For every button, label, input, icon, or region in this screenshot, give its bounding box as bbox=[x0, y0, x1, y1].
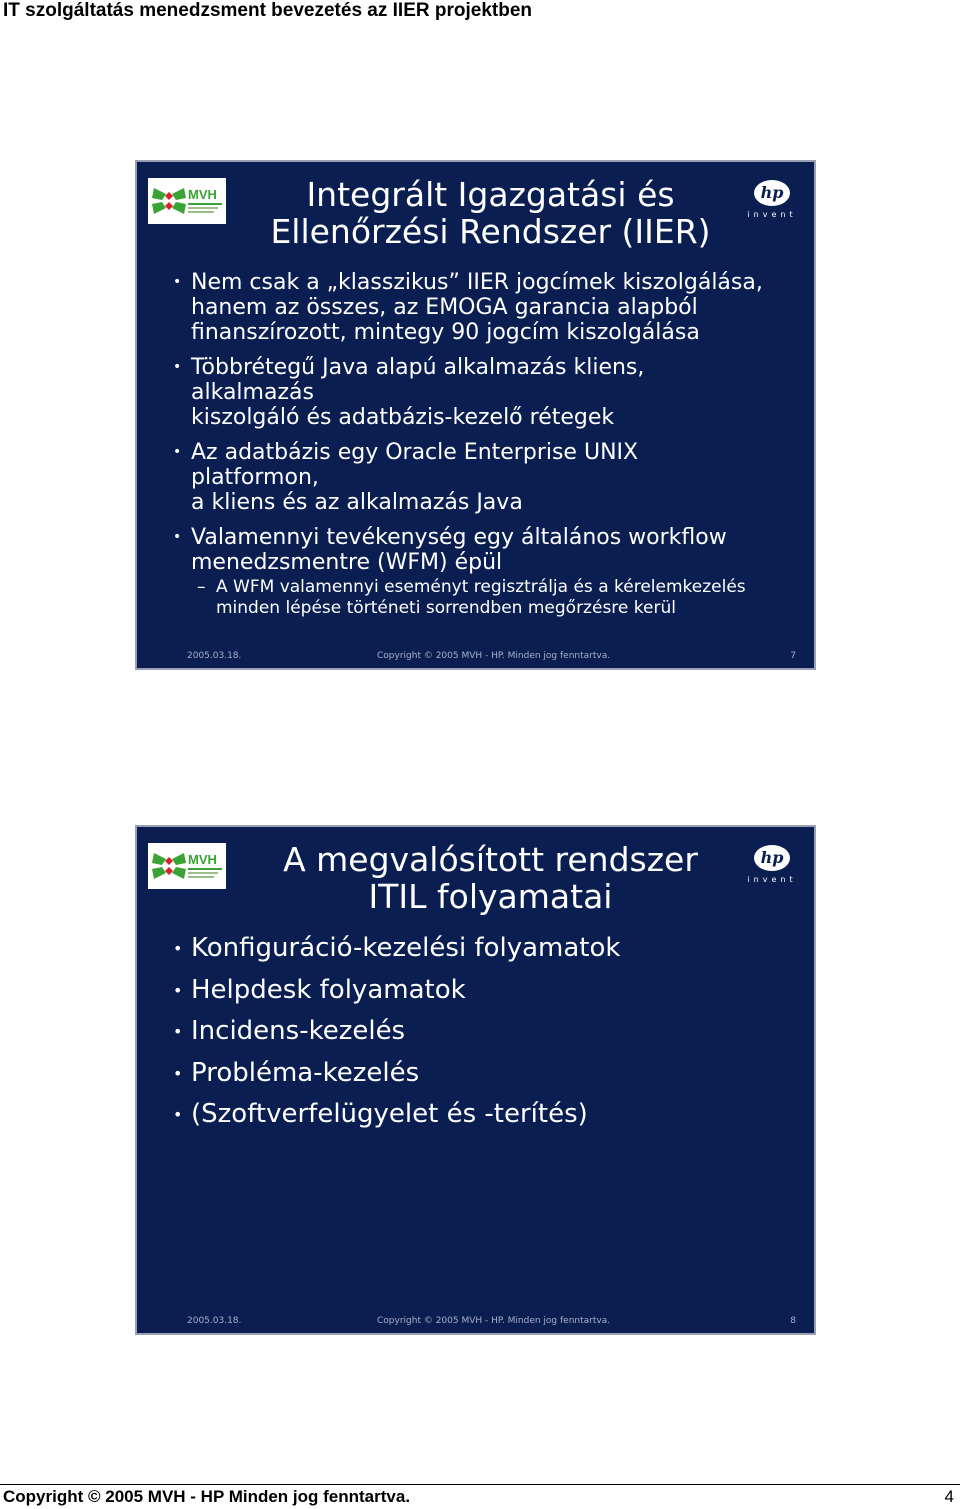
bullet-item: • Konfiguráció-kezelési folyamatok bbox=[173, 932, 764, 965]
bullet-item: • Nem csak a „klasszikus” IIER jogcímek kiszolgálása, hanem az összes, az EMOGA garancia alapból finanszírozott, mintegy 90 jogcím kiszolgálása bbox=[173, 270, 764, 345]
bullet-item: • Helpdesk folyamatok bbox=[173, 974, 764, 1007]
bullet-item: • Az adatbázis egy Oracle Enterprise UNIX platformon, a kliens és az alkalmazás Java bbox=[173, 440, 764, 515]
svg-text:MVH: MVH bbox=[188, 852, 217, 867]
bullet-item: • (Szoftverfelügyelet és -terítés) bbox=[173, 1098, 764, 1131]
slide-title: Integrált Igazgatási és Ellenőrzési Rendszer (IIER) bbox=[270, 175, 711, 251]
hp-invent-logo bbox=[746, 845, 798, 889]
slide-copyright: Copyright © 2005 MVH - HP. Minden jog fenntartva. bbox=[377, 1316, 611, 1326]
mvh-logo bbox=[148, 178, 226, 224]
slide-copyright: Copyright © 2005 MVH - HP. Minden jog fenntartva. bbox=[377, 651, 611, 661]
slide-7 bbox=[135, 160, 816, 670]
slide-date: 2005.03.18. bbox=[187, 1316, 242, 1326]
page-footer: Copyright © 2005 MVH - HP Minden jog fenntartva. bbox=[3, 1487, 411, 1506]
bullet-list bbox=[173, 932, 764, 1140]
bullet-item: • Többrétegű Java alapú alkalmazás kliens, alkalmazás kiszolgáló és adatbázis-kezelő rétegek bbox=[173, 355, 764, 430]
bullet-item: • Valamennyi tevékenység egy általános workflow menedzsmentre (WFM) épül bbox=[173, 525, 764, 575]
footer-divider bbox=[0, 1484, 960, 1485]
mvh-logo bbox=[148, 843, 226, 889]
slide-number: 7 bbox=[790, 651, 796, 661]
slide-title: A megvalósított rendszer ITIL folyamatai bbox=[283, 840, 698, 916]
hp-icon bbox=[754, 845, 790, 871]
bullet-list bbox=[173, 270, 764, 619]
mvh-emblem-icon bbox=[152, 188, 186, 214]
bullet-item: • Probléma-kezelés bbox=[173, 1057, 764, 1090]
hp-invent-logo bbox=[746, 180, 798, 224]
svg-text:MVH: MVH bbox=[188, 187, 217, 202]
slide-footer bbox=[137, 1316, 814, 1330]
slide-8 bbox=[135, 825, 816, 1335]
slide-footer bbox=[137, 651, 814, 665]
slide-date: 2005.03.18. bbox=[187, 651, 242, 661]
hp-logo-text: hp bbox=[760, 183, 784, 202]
hp-tagline: invent bbox=[747, 210, 797, 219]
hp-tagline: invent bbox=[747, 875, 797, 884]
bullet-item: • Incidens-kezelés bbox=[173, 1015, 764, 1048]
page-number: 4 bbox=[944, 1487, 954, 1506]
mvh-emblem-icon bbox=[152, 853, 186, 879]
hp-logo-text: hp bbox=[760, 848, 784, 867]
hp-icon bbox=[754, 180, 790, 206]
page-header: IT szolgáltatás menedzsment bevezetés az IIER projektben bbox=[3, 0, 532, 21]
slide-number: 8 bbox=[790, 1316, 796, 1326]
sub-bullet-item: – A WFM valamennyi eseményt regisztrálja és a kérelemkezelés minden lépése történeti sorrendben megőrzésre kerül bbox=[173, 577, 764, 619]
